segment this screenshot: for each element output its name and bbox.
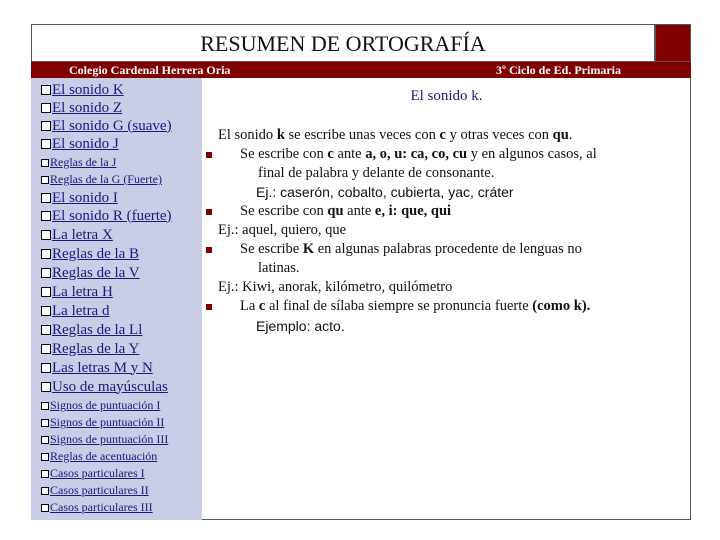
sidebar-item-label: El sonido Z [52,99,122,116]
sidebar-item-label: El sonido K [52,81,124,98]
checkbox-bullet-icon [41,344,51,354]
checkbox-bullet-icon [41,363,51,373]
rule-c-line-2: final de palabra y delante de consonante. [258,165,495,181]
sidebar-item-label: La letra d [52,302,110,319]
sidebar-item[interactable] [41,449,157,464]
sidebar-item[interactable] [41,466,145,481]
sidebar-item-label: Signos de puntuación II [50,415,165,429]
checkbox-bullet-icon [41,211,51,221]
sidebar-item[interactable] [41,135,119,153]
sidebar-item[interactable] [41,378,168,396]
sidebar-item[interactable] [41,359,153,377]
rule-c-example: Ej.: caserón, cobalto, cubierta, yac, cráter [256,184,514,200]
main-content [202,78,691,520]
sidebar-item-label: El sonido G (suave) [52,117,172,134]
sidebar-item[interactable] [41,99,122,117]
checkbox-bullet-icon [41,193,51,203]
sidebar-item[interactable] [41,207,172,225]
title-corner-block [655,24,691,62]
sidebar-item[interactable] [41,483,149,498]
rule-qu-line: Se escribe con qu ante e, i: que, qui [202,203,451,220]
checkbox-bullet-icon [41,121,51,131]
sidebar-item-label: El sonido I [52,189,118,206]
checkbox-bullet-icon [41,287,51,297]
sidebar-item-label: Reglas de acentuación [50,449,158,463]
sidebar-item-label: El sonido R (fuerte) [52,207,172,224]
sidebar-item-label: Uso de mayúsculas [52,378,168,395]
rule-k-example: Ej.: Kiwi, anorak, kilómetro, quilómetro [218,279,453,295]
sidebar-item[interactable] [41,189,118,207]
checkbox-bullet-icon [41,139,51,149]
rule-final-c-line: La c al final de sílaba siempre se pronuncia fuerte (como k). [202,298,590,315]
checkbox-bullet-icon [41,470,49,478]
sidebar-item-label: El sonido J [52,135,119,152]
sidebar-item[interactable] [41,117,172,135]
sidebar-item[interactable] [41,172,162,187]
sidebar-item[interactable] [41,155,116,170]
sidebar-item-label: Reglas de la Y [52,340,140,357]
sidebar-item-label: Las letras M y N [52,359,153,376]
sidebar-item-label: Reglas de la J [50,155,117,169]
sidebar-item-label: Signos de puntuación III [50,432,169,446]
square-bullet-icon [206,247,212,253]
rule-c-line: Se escribe con c ante a, o, u: ca, co, cu y en algunos casos, al [202,146,597,163]
checkbox-bullet-icon [41,85,51,95]
sidebar-item[interactable] [41,81,124,99]
square-bullet-icon [206,209,212,215]
sidebar-item[interactable] [41,226,113,244]
sidebar-item[interactable] [41,398,160,413]
sidebar-item[interactable] [41,283,113,301]
sidebar-item[interactable] [41,264,140,282]
rule-k-line-2: latinas. [258,260,300,276]
sidebar-item-label: Reglas de la Ll [52,321,143,338]
rule-qu-example: Ej.: aquel, quiero, que [218,222,347,238]
course-level: 3º Ciclo de Ed. Primaria [496,63,621,77]
sidebar-item[interactable] [41,415,164,430]
sidebar [31,78,202,520]
sidebar-item-label: Casos particulares I [50,466,145,480]
square-bullet-icon [206,152,212,158]
sidebar-item[interactable] [41,340,139,358]
sidebar-item-label: Reglas de la V [52,264,140,281]
rule-final-c-example: Ejemplo: acto. [256,318,345,334]
sidebar-item[interactable] [41,500,153,515]
page-title: RESUMEN DE ORTOGRAFÍA [31,24,655,62]
checkbox-bullet-icon [41,325,51,335]
sidebar-item[interactable] [41,245,139,263]
checkbox-bullet-icon [41,453,49,461]
checkbox-bullet-icon [41,382,51,392]
checkbox-bullet-icon [41,402,49,410]
intro-line: El sonido k se escribe unas veces con c y otras veces con qu. [218,127,573,143]
checkbox-bullet-icon [41,159,49,167]
sidebar-item-label: Signos de puntuación I [50,398,161,412]
school-name: Colegio Cardenal Herrera Oria [69,63,231,77]
sidebar-item[interactable] [41,321,142,339]
sidebar-item-label: Reglas de la B [52,245,140,262]
sidebar-item-label: La letra X [52,226,113,243]
checkbox-bullet-icon [41,249,51,259]
sidebar-item-label: La letra H [52,283,113,300]
checkbox-bullet-icon [41,306,51,316]
sidebar-item-label: Casos particulares III [50,500,153,514]
sidebar-item[interactable] [41,302,109,320]
checkbox-bullet-icon [41,487,49,495]
section-heading: El sonido k. [410,88,483,104]
sidebar-item[interactable] [41,432,168,447]
checkbox-bullet-icon [41,176,49,184]
checkbox-bullet-icon [41,419,49,427]
checkbox-bullet-icon [41,268,51,278]
checkbox-bullet-icon [41,436,49,444]
sidebar-item-label: Reglas de la G (Fuerte) [50,172,162,186]
rule-k-line: Se escribe K en algunas palabras procedente de lenguas no [202,241,582,258]
checkbox-bullet-icon [41,230,51,240]
sidebar-item-label: Casos particulares II [50,483,149,497]
checkbox-bullet-icon [41,103,51,113]
subtitle-bar [31,62,691,78]
square-bullet-icon [206,304,212,310]
checkbox-bullet-icon [41,504,49,512]
